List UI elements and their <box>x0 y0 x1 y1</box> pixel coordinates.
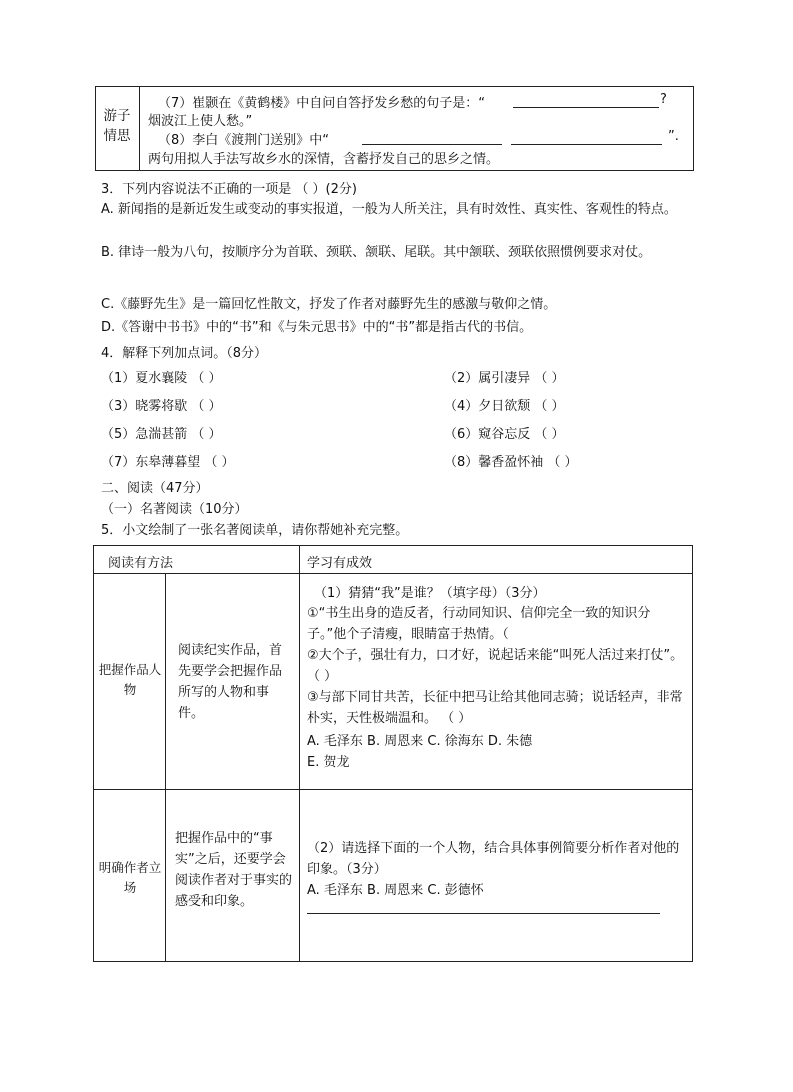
row1-clue-2: ②大个子，强壮有力，口才好，说起话来能“叫死人活过来打仗”。（ ） <box>307 648 684 684</box>
row1-label: 把握作品人物 <box>98 662 162 697</box>
q3-stem: 3．下列内容说法不正确的一项是 （ ）(2分) <box>101 182 357 197</box>
row1-question: （1）猜猜“我”是谁？（填字母）（3分） <box>314 586 546 601</box>
q7-text: （7）崔颢在《黄鹤楼》中自问自答抒发乡愁的句子是：“ <box>158 96 486 111</box>
q8-end: ”. <box>668 129 679 144</box>
reading-table-header-right: 学习有成效 <box>307 556 373 571</box>
section2-title: 二、阅读（47分） <box>101 481 209 496</box>
q4-item-4: （4）夕日欲颓 （ ） <box>444 399 565 414</box>
reading-table-vline-1 <box>165 573 166 962</box>
poem-table-divider <box>139 86 140 171</box>
poem-table-side-label: 游子情思 <box>103 108 131 144</box>
row2-label: 明确作者立场 <box>98 860 162 895</box>
row1-option-e: E. 贺龙 <box>307 755 350 770</box>
q3-option-c: C.《藤野先生》是一篇回忆性散文，抒发了作者对藤野先生的感激与敬仰之情。 <box>101 297 557 312</box>
q3-option-b: B. 律诗一般为八句，按顺序分为首联、颈联、颔联、尾联。其中颔联、颈联依照惯例要求对仗。 <box>101 245 652 260</box>
q7-line2: 烟波江上使人愁。” <box>148 114 253 129</box>
q4-item-8: （8）馨香盈怀袖 （ ） <box>444 455 578 470</box>
reading-table-hline-2 <box>93 789 693 790</box>
row1-clue-3: ③与部下同甘共苦，长征中把马让给其他同志骑；说话轻声，非常朴实，天性极端温和。 （ ） <box>307 690 683 726</box>
q4-stem: 4．解释下列加点词。（8分） <box>101 346 268 361</box>
q4-item-5: （5）急湍甚箭 （ ） <box>101 427 222 442</box>
q4-item-2: （2）属引凄异 （ ） <box>444 371 565 386</box>
q3-option-a: A. 新闻指的是新近发生或变动的事实报道，一般为人所关注，具有时效性、真实性、客观性的特点。 <box>101 202 677 217</box>
row2-method: 把握作品中的“事实”之后，还要学会阅读作者对于事实的感受和印象。 <box>175 831 293 909</box>
q7-end: ? <box>660 92 667 107</box>
reading-table-hline-1 <box>93 573 693 574</box>
q8-text: （8）李白《渡荆门送别》中“ <box>158 133 330 148</box>
q5-stem: 5．小文绘制了一张名著阅读单，请你帮她补充完整。 <box>101 523 409 538</box>
row1-method: 阅读纪实作品，首先要学会把握作品所写的人物和事件。 <box>178 643 283 721</box>
row1-options: A. 毛泽东 B. 周恩来 C. 徐海东 D. 朱德 <box>307 734 533 749</box>
q3-option-d: D.《答谢中书书》中的“书”和《与朱元思书》中的“书”都是指古代的书信。 <box>101 320 533 335</box>
q4-item-1: （1）夏水襄陵 （ ） <box>101 371 222 386</box>
section2-sub: （一）名著阅读（10分） <box>101 502 248 517</box>
q7-blank[interactable] <box>513 107 659 108</box>
q4-item-7: （7）东皋薄暮望 （ ） <box>101 455 235 470</box>
row2-options: A. 毛泽东 B. 周恩来 C. 彭德怀 <box>307 883 484 898</box>
reading-table-vline-2 <box>299 545 300 962</box>
row2-question: （2）请选择下面的一个人物，结合具体事例简要分析作者对他的印象。（3分） <box>307 841 680 877</box>
row1-clue-1: ①“书生出身的造反者，行动同知识、信仰完全一致的知识分子。”他个子清瘦，眼睛富于热情。（ <box>307 606 651 642</box>
q8-line2: 两句用拟人手法写故乡水的深情，含蓄抒发自己的思乡之情。 <box>148 152 500 167</box>
q8-blank-2[interactable] <box>511 144 662 145</box>
reading-table-header-left: 阅读有方法 <box>108 556 174 571</box>
q8-blank-1[interactable] <box>362 144 502 145</box>
q4-item-6: （6）窥谷忘反 （ ） <box>444 427 565 442</box>
q4-item-3: （3）晓雾将歇 （ ） <box>101 399 222 414</box>
row2-answer-line[interactable] <box>307 913 660 914</box>
